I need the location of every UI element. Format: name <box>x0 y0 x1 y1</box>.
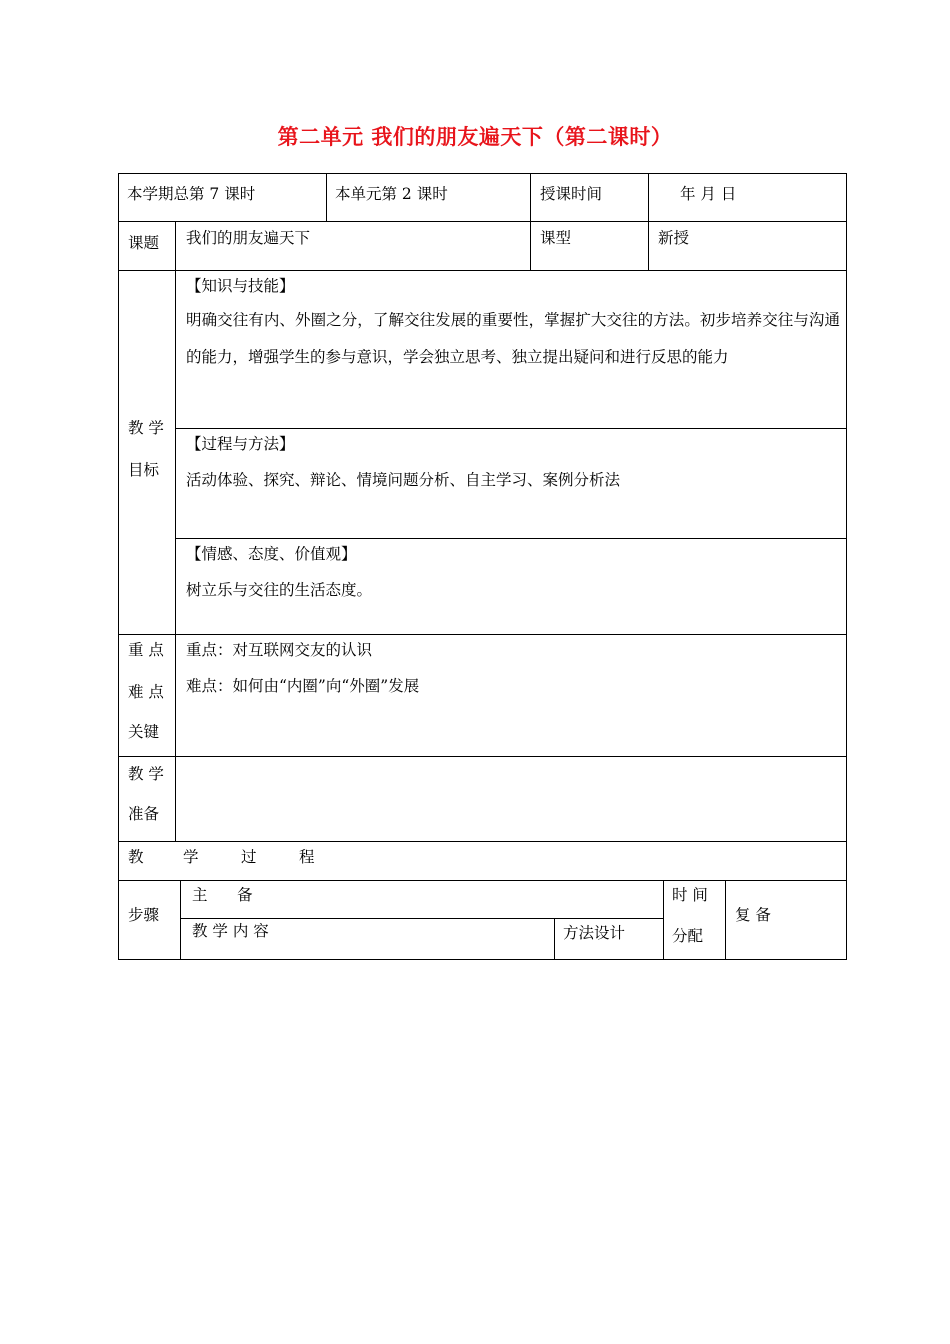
table-rule <box>180 880 181 960</box>
emotion-text: 树立乐与交往的生活态度。 <box>186 581 373 599</box>
steps-label: 步骤 <box>128 906 160 924</box>
table-rule <box>180 918 663 919</box>
table-rule <box>118 270 847 271</box>
preparation-label-line2: 准备 <box>128 805 160 823</box>
process-row-char: 教 <box>128 848 144 866</box>
review-header: 复 备 <box>735 906 771 924</box>
table-rule <box>725 880 726 960</box>
keypoints-label-line1: 重 点 <box>128 641 164 659</box>
table-rule <box>118 756 847 757</box>
table-rule <box>118 841 847 842</box>
time-header-line1: 时 间 <box>672 886 708 904</box>
process-row-char: 程 <box>299 848 315 866</box>
method-header: 方法设计 <box>563 924 626 942</box>
process-text: 活动体验、探究、辩论、情境问题分析、自主学习、案例分析法 <box>186 471 621 489</box>
keypoints-label-line2: 难 点 <box>128 683 164 701</box>
lesson-type-label: 课型 <box>540 229 572 247</box>
key-difficulty: 难点：如何由“内圈”向“外圈”发展 <box>186 677 420 695</box>
semester-total-lesson: 本学期总第 7 课时 <box>127 185 256 203</box>
objectives-label-line2: 目标 <box>128 461 160 479</box>
table-rule <box>118 634 847 635</box>
keypoints-label-line3: 关键 <box>128 723 160 741</box>
process-row-char: 过 <box>241 848 257 866</box>
key-focus: 重点：对互联网交友的认识 <box>186 641 373 659</box>
table-border <box>846 173 847 960</box>
content-header: 教 学 内 容 <box>192 922 269 940</box>
document-title: 第二单元 我们的朋友遍天下（第二课时） <box>277 125 673 149</box>
time-header-line2: 分配 <box>672 927 704 945</box>
preparation-label-line1: 教 学 <box>128 765 164 783</box>
topic-label: 课题 <box>128 234 160 252</box>
process-heading: 【过程与方法】 <box>186 435 295 453</box>
table-border <box>118 173 119 960</box>
table-rule <box>175 221 176 841</box>
table-border <box>118 959 847 960</box>
knowledge-text: 明确交往有内、外圈之分，了解交往发展的重要性，掌握扩大交往的方法。初步培养交往与沟通的能力，增强学生的参与意识，学会独立思考、独立提出疑问和进行反思的能力 <box>186 311 840 366</box>
table-rule <box>118 880 847 881</box>
objectives-label-line1: 教 学 <box>128 419 164 437</box>
lesson-type-value: 新授 <box>658 229 690 247</box>
date-placeholder: 年 月 日 <box>680 185 737 203</box>
unit-lesson-number: 本单元第 2 课时 <box>335 185 448 203</box>
table-rule <box>530 173 531 270</box>
main-prep-header: 主 备 <box>192 886 253 904</box>
knowledge-heading: 【知识与技能】 <box>186 277 295 295</box>
process-row-char: 学 <box>183 848 199 866</box>
teach-time-label: 授课时间 <box>540 185 603 203</box>
table-border <box>118 173 847 174</box>
table-rule <box>175 428 847 429</box>
table-rule <box>663 880 664 960</box>
table-rule <box>118 221 847 222</box>
emotion-heading: 【情感、态度、价值观】 <box>186 545 357 563</box>
table-rule <box>326 173 327 221</box>
topic-value: 我们的朋友遍天下 <box>186 229 311 247</box>
table-rule <box>175 538 847 539</box>
table-rule <box>554 918 555 960</box>
table-rule <box>648 173 649 270</box>
